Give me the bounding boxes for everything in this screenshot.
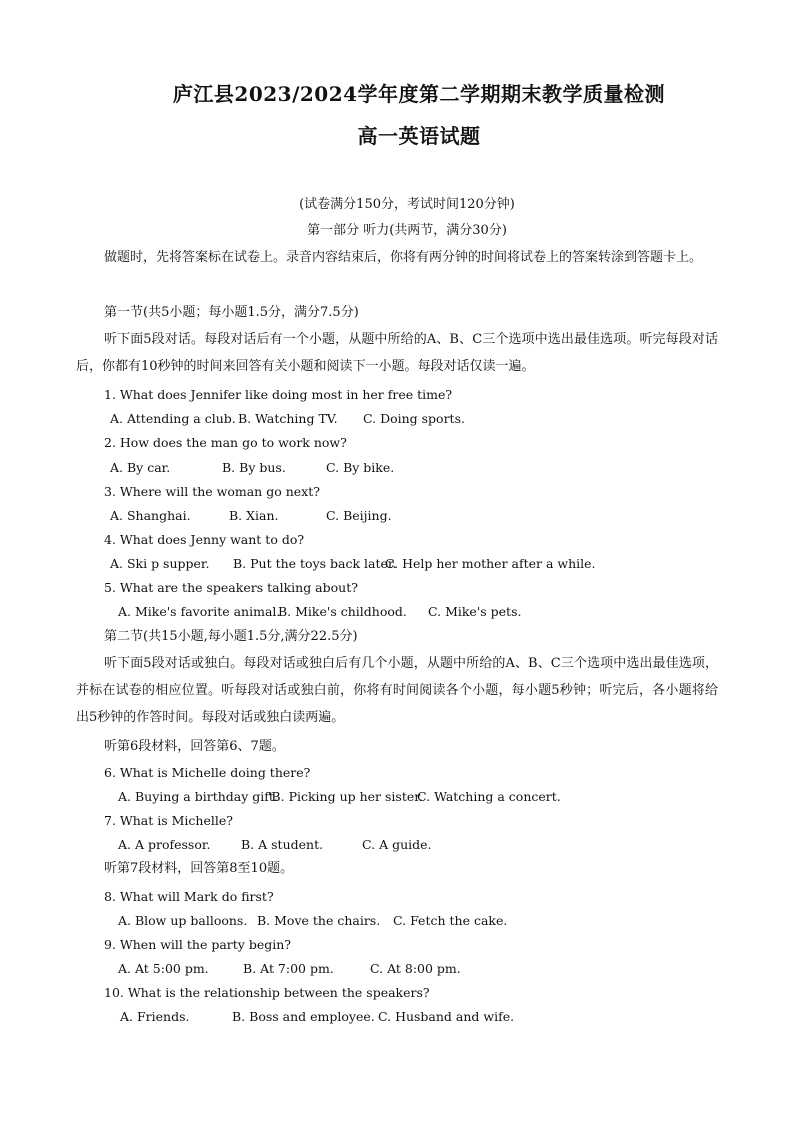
q8-option-c: C. Fetch the cake. bbox=[393, 913, 508, 928]
q1-option-b: B. Watching TV. bbox=[238, 411, 338, 426]
page-title: 庐江县2023/2024学年度第二学期期末教学质量检测 bbox=[172, 82, 666, 106]
section2-title: 第二节(共15小题,每小题1.5分,满分22.5分) bbox=[104, 629, 358, 644]
q5-option-c: C. Mike's pets. bbox=[428, 604, 522, 619]
question-8: 8. What will Mark do first? bbox=[104, 889, 274, 904]
q7-option-c: C. A guide. bbox=[362, 837, 432, 852]
general-instruction: 做题时，先将答案标在试卷上。录音内容结束后，你将有两分钟的时间将试卷上的答案转涂到答题卡上。 bbox=[104, 250, 703, 265]
question-3: 3. Where will the woman go next? bbox=[104, 484, 320, 499]
q3-option-a: A. Shanghai. bbox=[110, 508, 191, 523]
q6-option-a: A. Buying a birthday gift. bbox=[118, 789, 278, 804]
q5-option-a: A. Mike's favorite animal. bbox=[118, 604, 281, 619]
q1-option-c: C. Doing sports. bbox=[363, 411, 465, 426]
question-6: 6. What is Michelle doing there? bbox=[104, 765, 311, 780]
q10-option-b: B. Boss and employee. bbox=[232, 1009, 375, 1024]
q3-option-c: C. Beijing. bbox=[326, 508, 392, 523]
exam-info: (试卷满分150分，考试时间120分钟) bbox=[299, 197, 515, 212]
q8-option-a: A. Blow up balloons. bbox=[118, 913, 248, 928]
q2-option-a: A. By car. bbox=[110, 460, 171, 475]
q7-option-b: B. A student. bbox=[241, 837, 324, 852]
page-subtitle: 高一英语试题 bbox=[357, 124, 481, 148]
q10-option-a: A. Friends. bbox=[120, 1009, 190, 1024]
question-4: 4. What does Jenny want to do? bbox=[104, 532, 305, 547]
q9-option-a: A. At 5:00 pm. bbox=[118, 961, 209, 976]
question-5: 5. What are the speakers talking about? bbox=[104, 580, 358, 595]
section1-title: 第一节(共5小题；每小题1.5分，满分7.5分) bbox=[104, 305, 359, 320]
section1-instruction: 听下面5段对话。每段对话后有一个小题，从题中所给的A、B、C三个选项中选出最佳选项。听完每段对话后，你都有10秒钟的时间来回答有关小题和阅读下一小题。每段对话仅读一遍。 bbox=[76, 332, 718, 374]
q4-option-c: C. Help her mother after a while. bbox=[385, 556, 596, 571]
q5-option-b: B. Mike's childhood. bbox=[278, 604, 407, 619]
q8-option-b: B. Move the chairs. bbox=[257, 913, 381, 928]
q6-option-b: 'B. Picking up her sister. bbox=[268, 789, 423, 804]
q2-option-b: B. By bus. bbox=[222, 460, 286, 475]
q6-option-c: C. Watching a concert. bbox=[417, 789, 561, 804]
group-6-label: 听第6段材料，回答第6、7题。 bbox=[104, 739, 285, 754]
question-10: 10. What is the relationship between the speakers? bbox=[104, 985, 430, 1000]
section2-instruction: 听下面5段对话或独白。每段对话或独白后有几个小题，从题中所给的A、B、C三个选项中选出最佳选项，并标在试卷的相应位置。听每段对话或独白前，你将有时间阅读各个小题，每小题5秒钟；听完后，各小题将给出5秒钟的作答时间。每段对话或独白读两遍。 bbox=[76, 656, 718, 725]
q9-option-c: C. At 8:00 pm. bbox=[370, 961, 461, 976]
question-1: 1. What does Jennifer like doing most in her free time? bbox=[104, 387, 453, 402]
q2-option-c: C. By bike. bbox=[326, 460, 395, 475]
q7-option-a: A. A professor. bbox=[118, 837, 211, 852]
q9-option-b: B. At 7:00 pm. bbox=[243, 961, 334, 976]
question-2: 2. How does the man go to work now? bbox=[104, 435, 347, 450]
question-7: 7. What is Michelle? bbox=[104, 813, 233, 828]
q4-option-a: A. Ski p supper. bbox=[110, 556, 210, 571]
part1-title: 第一部分 听力(共两节，满分30分) bbox=[307, 223, 507, 238]
question-9: 9. When will the party begin? bbox=[104, 937, 291, 952]
q1-option-a: A. Attending a club. bbox=[110, 411, 236, 426]
group-7-label: 听第7段材料，回答第8至10题。 bbox=[104, 861, 294, 876]
q3-option-b: B. Xian. bbox=[229, 508, 279, 523]
q10-option-c: C. Husband and wife. bbox=[378, 1009, 515, 1024]
q4-option-b: B. Put the toys back later. bbox=[233, 556, 397, 571]
